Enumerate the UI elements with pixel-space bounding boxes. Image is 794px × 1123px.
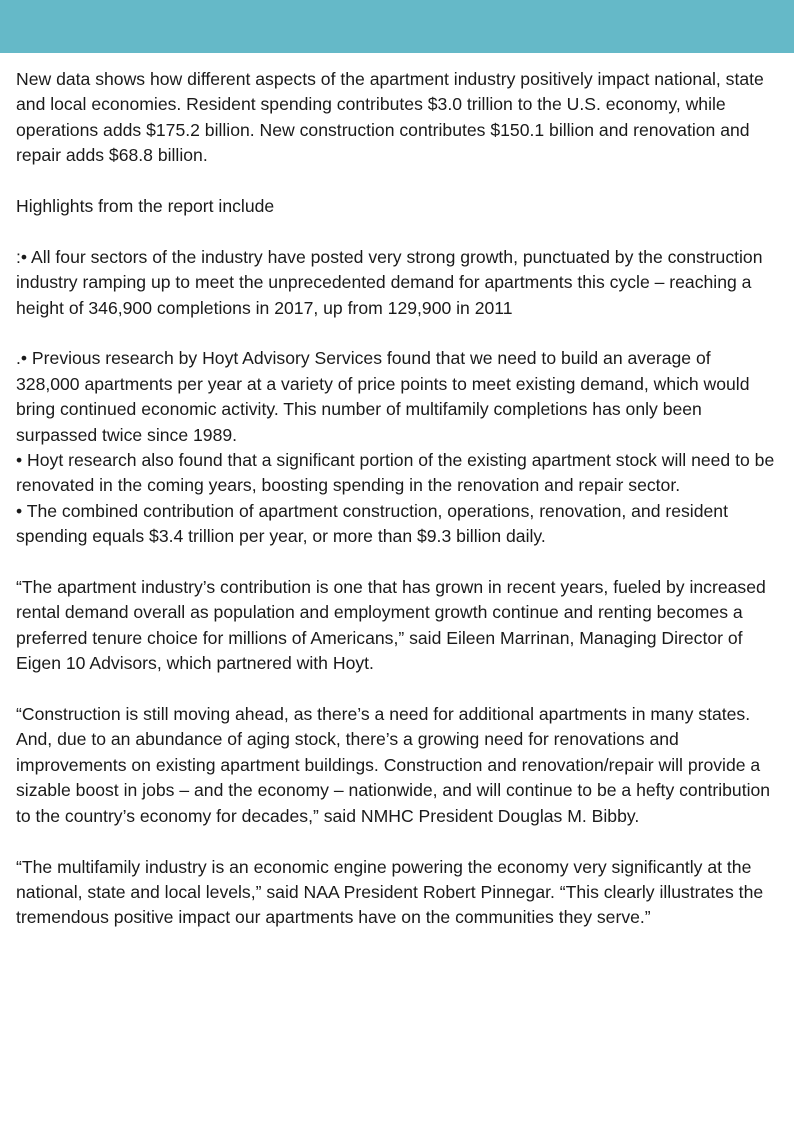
highlight-item-combined-contribution: • The combined contribution of apartment construction, operations, renovation, and resident spending equals $3.4 trillion per year, or more than $9.3 billion daily. (16, 500, 728, 547)
paragraph-gap (16, 169, 778, 194)
header-band (0, 0, 794, 53)
paragraph-gap (16, 829, 778, 854)
paragraph-gap (16, 677, 778, 702)
paragraph-gap (16, 550, 778, 575)
intro-paragraph: New data shows how different aspects of the apartment industry positively impact national, state and local economies. Resident spending contributes $3.0 trillion to the U.S. economy, while operations adds $175.2 billion. New construction contributes $150.1 billion and renovation and repair adds $68.8 billion. (16, 69, 764, 166)
highlight-item-renovation: • Hoyt research also found that a significant portion of the existing apartment stock will need to be renovated in the coming years, boosting spending in the renovation and repair sector. (16, 450, 775, 496)
highlight-item-previous-research: .• Previous research by Hoyt Advisory Services found that we need to build an average of 328,000 apartments per year at a variety of price points to meet existing demand, which would bring continued economic activity. This number of multifamily completions has only been surpassed twice since 1989. (16, 348, 750, 445)
quote-bibby: “Construction is still moving ahead, as there’s a need for additional apartments in many states. And, due to an abundance of aging stock, there’s a growing need for renovations and improvements on existing apartment buildings. Construction and renovation/repair will provide a sizable boost in jobs – and the economy – nationwide, and will continue to be a hefty contribution to the country’s economy for decades,” said NMHC President Douglas M. Bibby. (16, 704, 771, 826)
highlight-item-growth: :• All four sectors of the industry have posted very strong growth, punctuated by the construction industry ramping up to meet the unprecedented demand for apartments this cycle – reaching a height of 346,900 completions in 2017, up from 129,900 in 2011 (16, 246, 763, 318)
quote-pinnegar: “The multifamily industry is an economic engine powering the economy very significantly at the national, state and local levels,” said NAA President Robert Pinnegar. “This clearly illustrates the tremendous positive impact our apartments have on the communities they serve.” (16, 856, 764, 928)
paragraph-gap (16, 321, 778, 346)
quote-marrinan: “The apartment industry’s contribution is one that has grown in recent years, fueled by increased rental demand overall as population and employment growth continue and renting becomes a preferred tenure choice for millions of Americans,” said Eileen Marrinan, Managing Director of Eigen 10 Advisors, which partnered with Hoyt. (16, 577, 766, 674)
highlights-heading: Highlights from the report include (16, 196, 275, 217)
paragraph-gap (16, 219, 778, 244)
article-body (16, 67, 778, 931)
